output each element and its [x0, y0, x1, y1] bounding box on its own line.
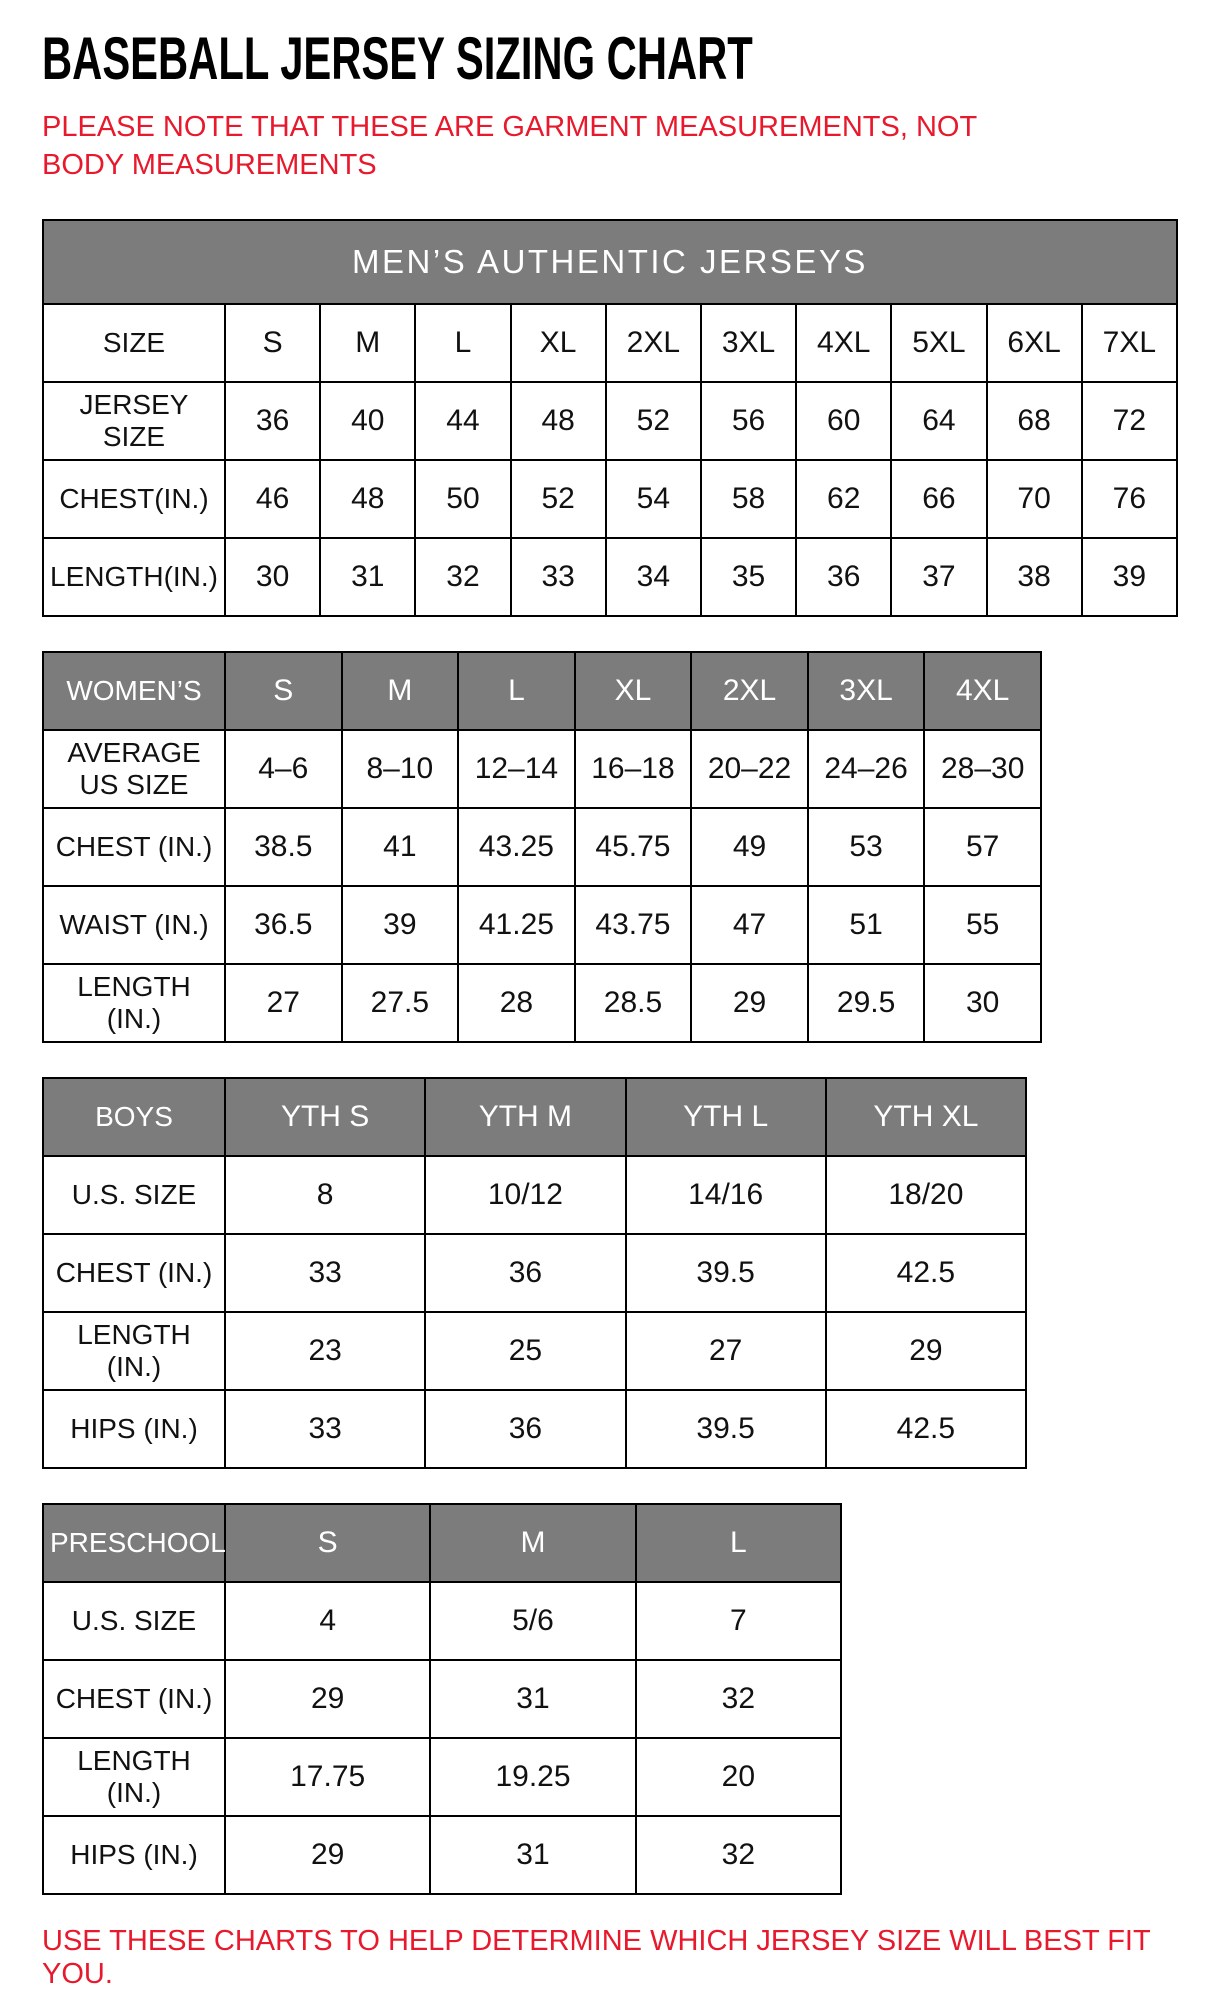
- table-row: [43, 1582, 841, 1660]
- table-cell: 29: [826, 1312, 1026, 1390]
- table-cell: 70: [987, 460, 1082, 538]
- table-cell: 27: [225, 964, 342, 1042]
- table-cell: 36: [425, 1234, 625, 1312]
- row-label: CHEST (IN.): [43, 1234, 225, 1312]
- table-cell: 52: [511, 460, 606, 538]
- table-cell: 46: [225, 460, 320, 538]
- table-row: [43, 304, 1177, 382]
- table-header-cell: 4XL: [924, 652, 1041, 730]
- row-label: CHEST (IN.): [43, 808, 225, 886]
- table-cell: 41: [342, 808, 459, 886]
- table-cell: 62: [796, 460, 891, 538]
- table-cell: L: [415, 304, 510, 382]
- page-title: BASEBALL JERSEY SIZING CHART: [42, 24, 753, 93]
- table-cell: 43.25: [458, 808, 575, 886]
- table-cell: 50: [415, 460, 510, 538]
- table-cell: 17.75: [225, 1738, 430, 1816]
- table-row: [43, 460, 1177, 538]
- table-cell: 34: [606, 538, 701, 616]
- table-cell: XL: [511, 304, 606, 382]
- table-cell: 7: [636, 1582, 841, 1660]
- table-cell: 39.5: [626, 1234, 826, 1312]
- table-header-cell: XL: [575, 652, 692, 730]
- table-cell: 27: [626, 1312, 826, 1390]
- table-cell: 39: [1082, 538, 1177, 616]
- table-cell: 16–18: [575, 730, 692, 808]
- table-cell: 55: [924, 886, 1041, 964]
- table-cell: 52: [606, 382, 701, 460]
- table-cell: S: [225, 304, 320, 382]
- table-row: [43, 538, 1177, 616]
- table-cell: 39: [342, 886, 459, 964]
- table-header-cell: YTH XL: [826, 1078, 1026, 1156]
- table-row: [43, 1234, 1026, 1312]
- table-header-cell: YTH M: [425, 1078, 625, 1156]
- table-cell: 49: [691, 808, 808, 886]
- table-title-row: [43, 220, 1177, 304]
- table-cell: 20: [636, 1738, 841, 1816]
- table-cell: 64: [891, 382, 986, 460]
- row-label: WAIST (IN.): [43, 886, 225, 964]
- table-cell: 3XL: [701, 304, 796, 382]
- table-header-row: [43, 1078, 1026, 1156]
- table-cell: 60: [796, 382, 891, 460]
- table-header-cell: M: [342, 652, 459, 730]
- table-header-cell: YTH L: [626, 1078, 826, 1156]
- row-label: LENGTH(IN.): [43, 538, 225, 616]
- table-cell: 68: [987, 382, 1082, 460]
- mens-authentic-jerseys-table: [42, 219, 1178, 617]
- table-cell: 38.5: [225, 808, 342, 886]
- table-cell: 57: [924, 808, 1041, 886]
- table-header-cell: L: [458, 652, 575, 730]
- table-cell: 42.5: [826, 1390, 1026, 1468]
- table-cell: 53: [808, 808, 925, 886]
- table-header-label: BOYS: [43, 1078, 225, 1156]
- table-header-cell: S: [225, 1504, 430, 1582]
- table-cell: 28: [458, 964, 575, 1042]
- table-cell: 36: [225, 382, 320, 460]
- table-cell: 48: [511, 382, 606, 460]
- table-cell: 12–14: [458, 730, 575, 808]
- table-cell: 31: [430, 1816, 635, 1894]
- table-cell: 36: [425, 1390, 625, 1468]
- row-label: CHEST (IN.): [43, 1660, 225, 1738]
- table-cell: 66: [891, 460, 986, 538]
- table-cell: 40: [320, 382, 415, 460]
- table-row: [43, 1738, 841, 1816]
- table-row: [43, 730, 1041, 808]
- table-header-cell: 3XL: [808, 652, 925, 730]
- table-cell: 33: [225, 1390, 425, 1468]
- table-row: [43, 808, 1041, 886]
- row-label: SIZE: [43, 304, 225, 382]
- row-label: LENGTH (IN.): [43, 964, 225, 1042]
- table-cell: 31: [320, 538, 415, 616]
- table-cell: 27.5: [342, 964, 459, 1042]
- table-cell: 25: [425, 1312, 625, 1390]
- table-cell: 23: [225, 1312, 425, 1390]
- table-cell: 7XL: [1082, 304, 1177, 382]
- table-title: MEN’S AUTHENTIC JERSEYS: [43, 220, 1177, 304]
- table-cell: 30: [225, 538, 320, 616]
- table-cell: 24–26: [808, 730, 925, 808]
- boys-jerseys-table: [42, 1077, 1027, 1469]
- table-cell: 58: [701, 460, 796, 538]
- footer-note: USE THESE CHARTS TO HELP DETERMINE WHICH JERSEY SIZE WILL BEST FIT YOU.: [42, 1924, 1151, 1990]
- table-cell: 29.5: [808, 964, 925, 1042]
- table-cell: 48: [320, 460, 415, 538]
- table-cell: 4–6: [225, 730, 342, 808]
- table-cell: 29: [691, 964, 808, 1042]
- table-cell: 37: [891, 538, 986, 616]
- row-label: U.S. SIZE: [43, 1156, 225, 1234]
- title-wrap: [42, 24, 1178, 98]
- table-cell: 47: [691, 886, 808, 964]
- table-cell: 54: [606, 460, 701, 538]
- table-cell: 19.25: [430, 1738, 635, 1816]
- table-header-label: PRESCHOOL: [43, 1504, 225, 1582]
- table-cell: 10/12: [425, 1156, 625, 1234]
- table-cell: 28.5: [575, 964, 692, 1042]
- table-row: [43, 1660, 841, 1738]
- table-header-label: WOMEN’S: [43, 652, 225, 730]
- table-row: [43, 886, 1041, 964]
- table-cell: 18/20: [826, 1156, 1026, 1234]
- preschool-jerseys-table: [42, 1503, 842, 1895]
- table-cell: 51: [808, 886, 925, 964]
- row-label: AVERAGE US SIZE: [43, 730, 225, 808]
- row-label: U.S. SIZE: [43, 1582, 225, 1660]
- table-cell: 35: [701, 538, 796, 616]
- table-cell: 36.5: [225, 886, 342, 964]
- table-cell: 8: [225, 1156, 425, 1234]
- table-row: [43, 382, 1177, 460]
- table-cell: 32: [636, 1816, 841, 1894]
- row-label: CHEST(IN.): [43, 460, 225, 538]
- table-cell: 32: [636, 1660, 841, 1738]
- table-header-cell: L: [636, 1504, 841, 1582]
- row-label: LENGTH (IN.): [43, 1312, 225, 1390]
- table-cell: 56: [701, 382, 796, 460]
- table-cell: 43.75: [575, 886, 692, 964]
- table-cell: 4XL: [796, 304, 891, 382]
- table-cell: 45.75: [575, 808, 692, 886]
- table-cell: 30: [924, 964, 1041, 1042]
- table-cell: 33: [511, 538, 606, 616]
- table-cell: 8–10: [342, 730, 459, 808]
- table-cell: 29: [225, 1816, 430, 1894]
- table-cell: 28–30: [924, 730, 1041, 808]
- womens-jerseys-table: [42, 651, 1042, 1043]
- table-cell: 72: [1082, 382, 1177, 460]
- table-row: [43, 1156, 1026, 1234]
- table-row: [43, 1390, 1026, 1468]
- table-cell: 20–22: [691, 730, 808, 808]
- table-row: [43, 1312, 1026, 1390]
- table-cell: 2XL: [606, 304, 701, 382]
- table-cell: 31: [430, 1660, 635, 1738]
- table-cell: 32: [415, 538, 510, 616]
- table-header-row: [43, 1504, 841, 1582]
- table-cell: 44: [415, 382, 510, 460]
- garment-measurement-note: PLEASE NOTE THAT THESE ARE GARMENT MEASUREMENTS, NOT BODY MEASUREMENTS: [42, 111, 977, 182]
- table-header-cell: 2XL: [691, 652, 808, 730]
- table-header-cell: S: [225, 652, 342, 730]
- table-cell: 6XL: [987, 304, 1082, 382]
- row-label: HIPS (IN.): [43, 1816, 225, 1894]
- table-row: [43, 964, 1041, 1042]
- table-cell: 29: [225, 1660, 430, 1738]
- table-cell: 36: [796, 538, 891, 616]
- table-header-cell: M: [430, 1504, 635, 1582]
- table-cell: 33: [225, 1234, 425, 1312]
- table-row: [43, 1816, 841, 1894]
- table-cell: 41.25: [458, 886, 575, 964]
- table-cell: M: [320, 304, 415, 382]
- table-cell: 38: [987, 538, 1082, 616]
- table-cell: 76: [1082, 460, 1177, 538]
- row-label: LENGTH (IN.): [43, 1738, 225, 1816]
- table-cell: 39.5: [626, 1390, 826, 1468]
- table-header-row: [43, 652, 1041, 730]
- table-cell: 42.5: [826, 1234, 1026, 1312]
- table-cell: 5XL: [891, 304, 986, 382]
- row-label: HIPS (IN.): [43, 1390, 225, 1468]
- table-header-cell: YTH S: [225, 1078, 425, 1156]
- table-cell: 14/16: [626, 1156, 826, 1234]
- table-cell: 5/6: [430, 1582, 635, 1660]
- table-cell: 4: [225, 1582, 430, 1660]
- row-label: JERSEY SIZE: [43, 382, 225, 460]
